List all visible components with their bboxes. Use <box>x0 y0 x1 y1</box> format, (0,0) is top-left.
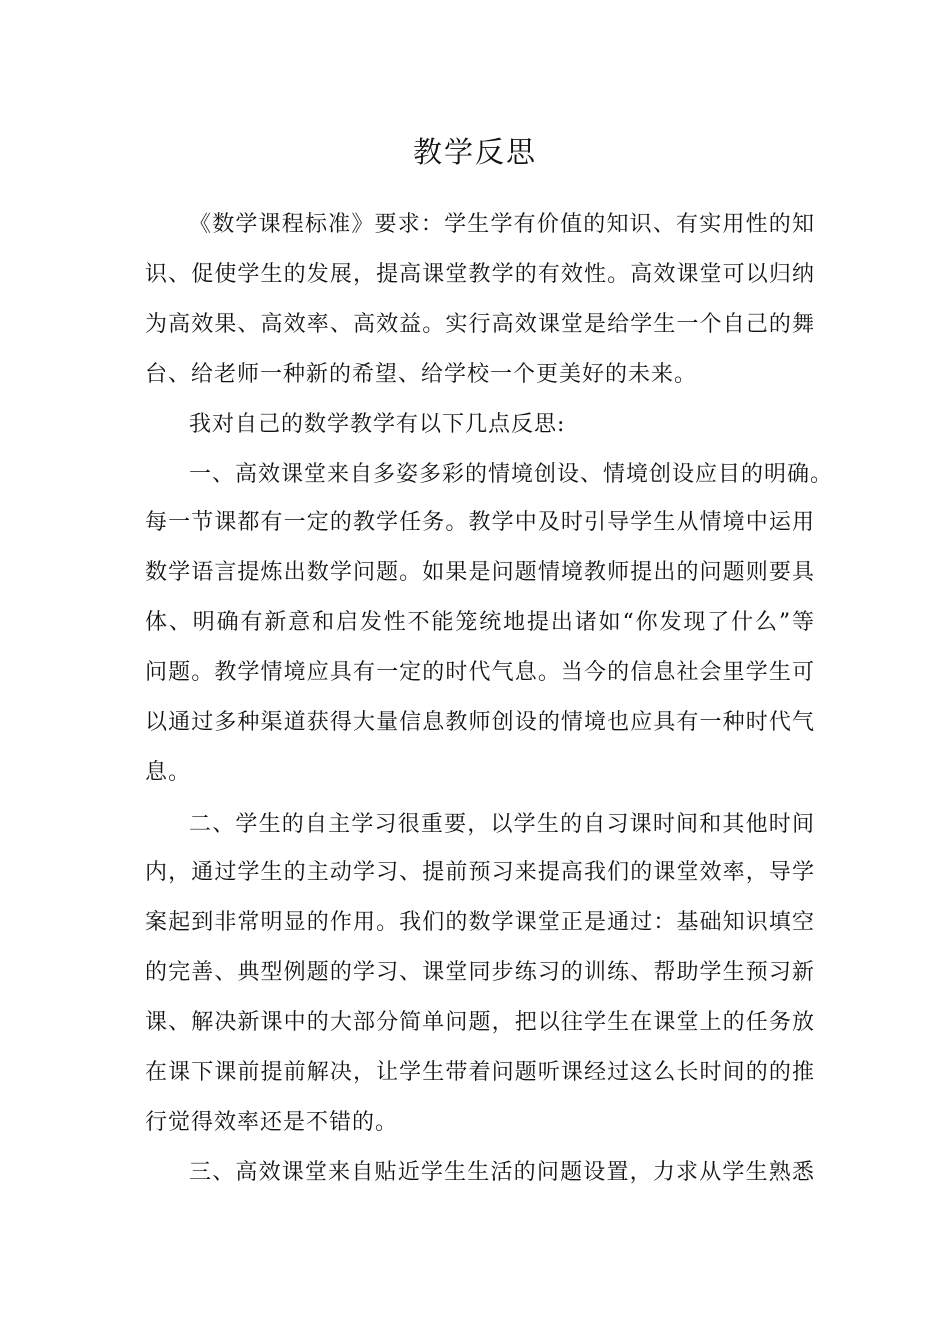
paragraph-line: 识、促使学生的发展，提高课堂教学的有效性。高效课堂可以归纳 <box>145 262 815 287</box>
paragraph-line: 每一节课都有一定的教学任务。教学中及时引导学生从情境中运用 <box>145 510 815 535</box>
paragraph-line: 息。 <box>145 760 192 785</box>
paragraph-line: 数学语言提炼出数学问题。如果是问题情境教师提出的问题则要具 <box>145 560 815 585</box>
paragraph-line: 内，通过学生的主动学习、提前预习来提高我们的课堂效率，导学 <box>145 860 815 885</box>
paragraph-line: 课、解决新课中的大部分简单问题，把以往学生在课堂上的任务放 <box>145 1010 815 1035</box>
paragraph-line: 体、明确有新意和启发性不能笼统地提出诸如“你发现了什么”等 <box>145 610 815 635</box>
paragraph-line: 一、高效课堂来自多姿多彩的情境创设、情境创设应目的明确。 <box>189 462 834 487</box>
document-title: 教学反思 <box>412 135 537 169</box>
paragraph-line: 为高效果、高效率、高效益。实行高效课堂是给学生一个自己的舞 <box>145 312 815 337</box>
paragraph-line: 问题。教学情境应具有一定的时代气息。当今的信息社会里学生可 <box>145 660 815 685</box>
paragraph-line: 案起到非常明显的作用。我们的数学课堂正是通过：基础知识填空 <box>145 910 815 935</box>
paragraph-line: 台、给老师一种新的希望、给学校一个更美好的未来。 <box>145 362 698 387</box>
paragraph-line: 三、高效课堂来自贴近学生生活的问题设置，力求从学生熟悉 <box>189 1160 815 1185</box>
paragraph-line: 的完善、典型例题的学习、课堂同步练习的训练、帮助学生预习新 <box>145 960 815 985</box>
paragraph-line: 行觉得效率还是不错的。 <box>145 1110 399 1135</box>
paragraph-line: 在课下课前提前解决，让学生带着问题听课经过这么长时间的的推 <box>145 1060 815 1085</box>
paragraph-line: 以通过多种渠道获得大量信息教师创设的情境也应具有一种时代气 <box>145 710 815 735</box>
paragraph-line: 二、学生的自主学习很重要，以学生的自习课时间和其他时间 <box>189 812 815 837</box>
paragraph-line: 《数学课程标准》要求：学生学有价值的知识、有实用性的知 <box>189 212 815 237</box>
paragraph-line: 我对自己的数学教学有以下几点反思: <box>189 412 566 437</box>
